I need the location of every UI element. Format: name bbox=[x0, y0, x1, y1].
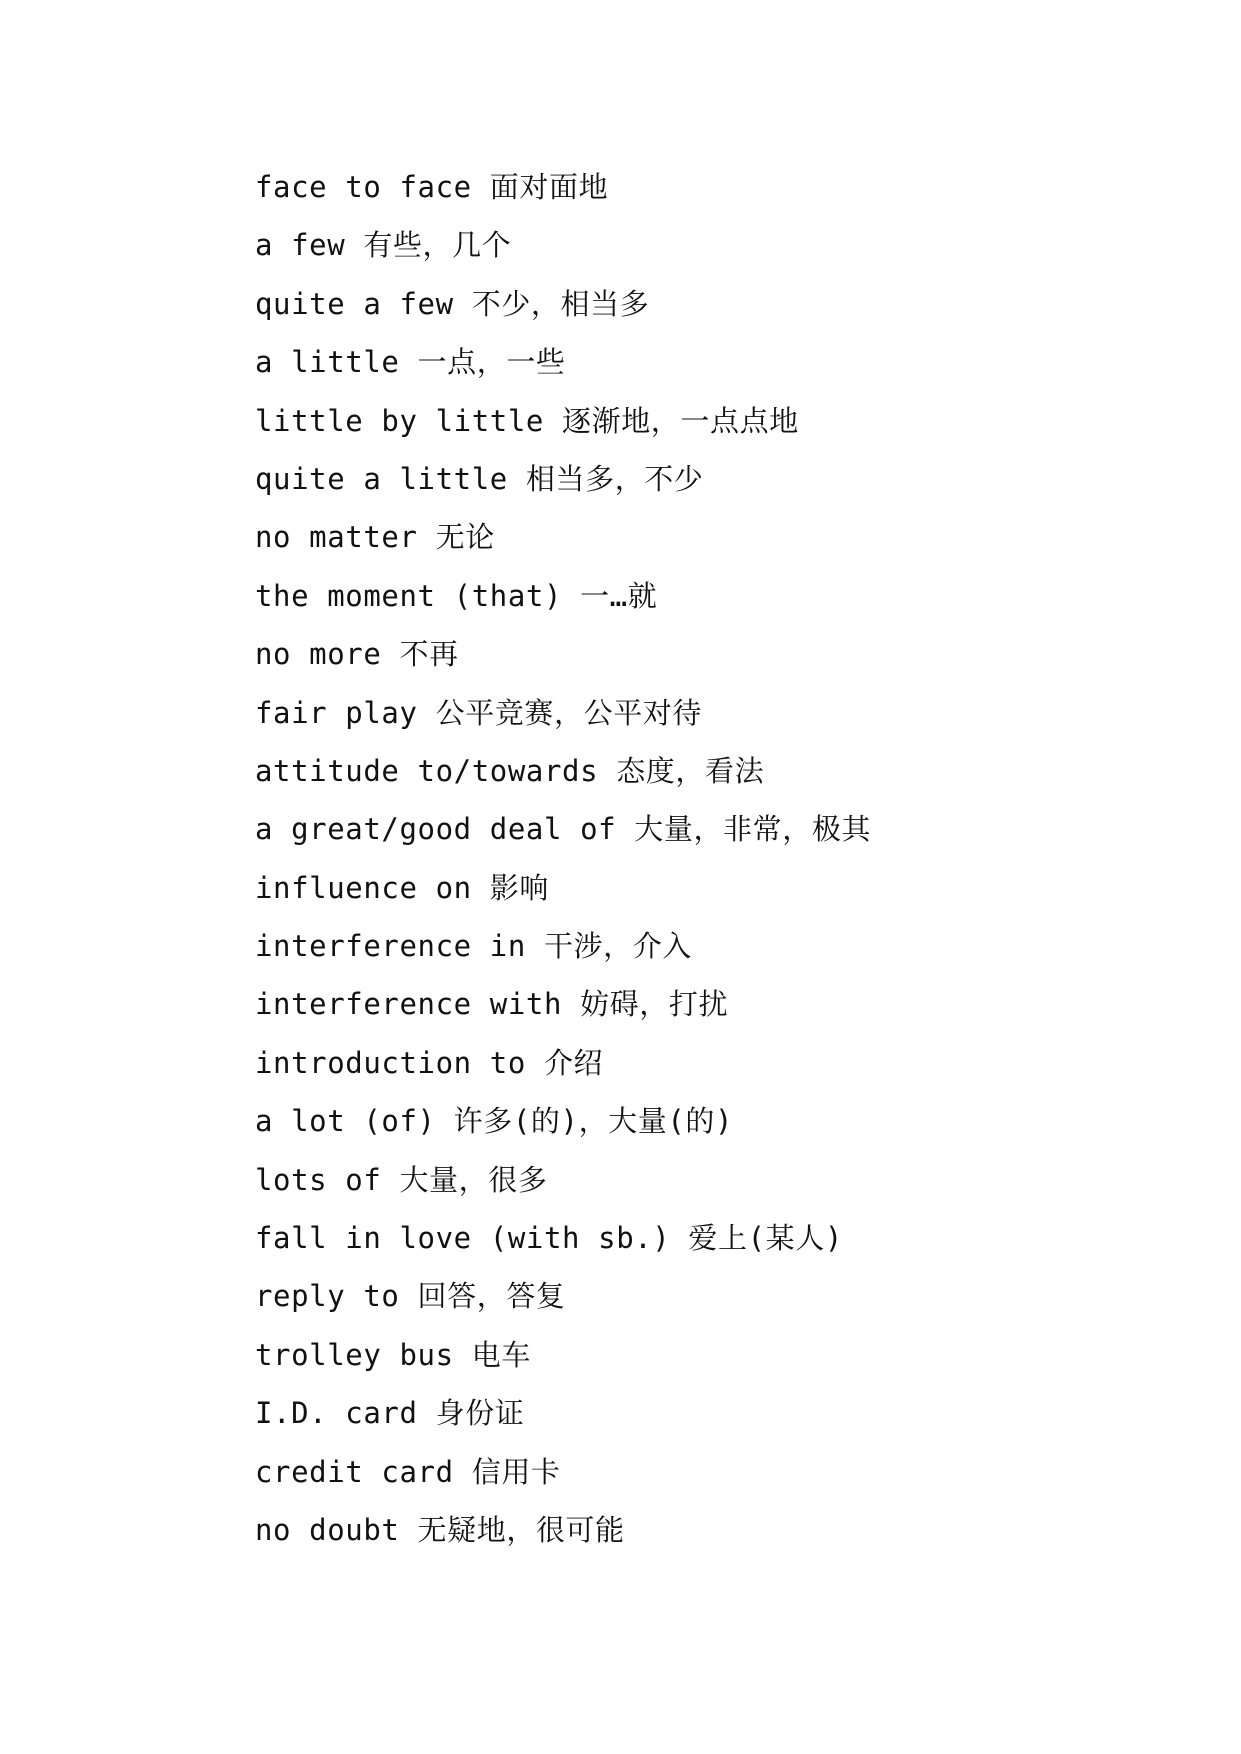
phrase-entry: interference with 妨碍，打扰 bbox=[255, 987, 729, 1022]
phrase-entry: introduction to 介绍 bbox=[255, 1045, 604, 1080]
phrase-entry: attitude to/towards 态度，看法 bbox=[255, 753, 765, 788]
phrase-entry: interference in 干涉，介入 bbox=[255, 929, 692, 964]
phrase-list bbox=[255, 158, 871, 1559]
phrase-entry: no doubt 无疑地，很可能 bbox=[255, 1512, 625, 1547]
phrase-entry: trolley bus 电车 bbox=[255, 1337, 531, 1372]
phrase-entry: the moment (that) 一…就 bbox=[255, 578, 658, 613]
phrase-entry: a little 一点，一些 bbox=[255, 345, 566, 380]
phrase-entry: lots of 大量，很多 bbox=[255, 1162, 548, 1197]
phrase-entry: fall in love (with sb.) 爱上(某人) bbox=[255, 1221, 843, 1256]
phrase-entry: influence on 影响 bbox=[255, 870, 549, 905]
phrase-entry: no matter 无论 bbox=[255, 520, 495, 555]
phrase-entry: quite a few 不少，相当多 bbox=[255, 286, 650, 321]
phrase-entry: quite a little 相当多，不少 bbox=[255, 461, 704, 496]
phrase-entry: I.D. card 身份证 bbox=[255, 1396, 525, 1431]
phrase-entry: a lot (of) 许多(的)，大量(的) bbox=[255, 1104, 734, 1139]
phrase-entry: little by little 逐渐地，一点点地 bbox=[255, 403, 799, 438]
phrase-entry: a great/good deal of 大量，非常，极其 bbox=[255, 812, 872, 847]
phrase-entry: reply to 回答，答复 bbox=[255, 1279, 566, 1314]
phrase-entry: credit card 信用卡 bbox=[255, 1454, 561, 1489]
phrase-entry: a few 有些，几个 bbox=[255, 228, 512, 263]
phrase-entry: no more 不再 bbox=[255, 637, 459, 672]
phrase-entry: face to face 面对面地 bbox=[255, 170, 609, 204]
phrase-entry: fair play 公平竞赛，公平对待 bbox=[255, 695, 702, 730]
